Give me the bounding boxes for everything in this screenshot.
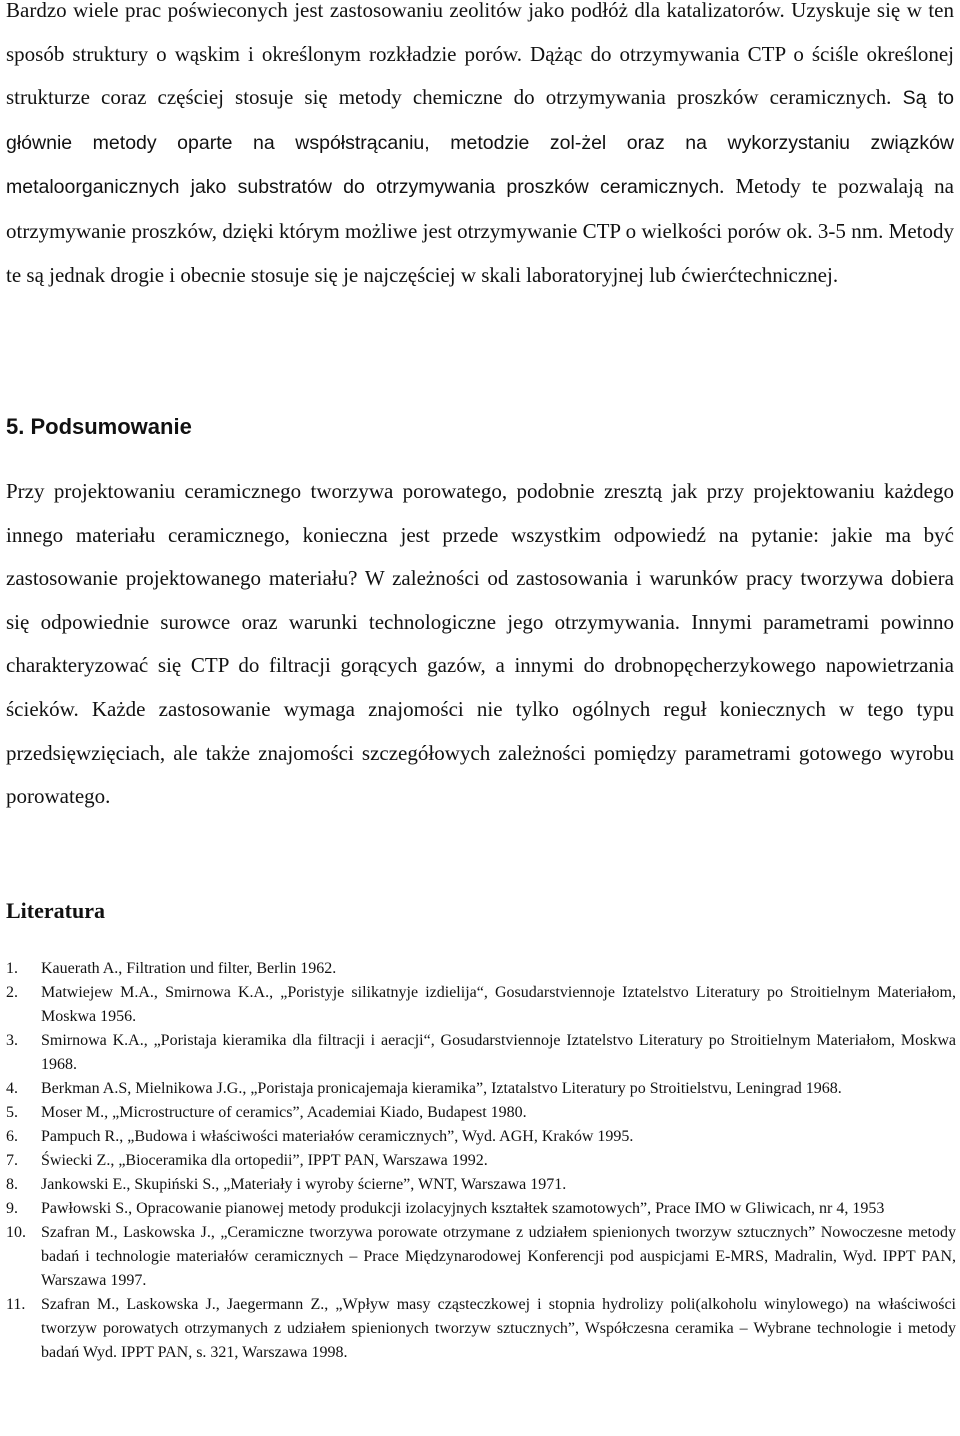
reference-number: 5. <box>6 1104 18 1121</box>
paragraph-text-sans: Są to głównie metody oparte na współstrącaniu, metodzie zol-żel oraz na wykorzystaniu związków metaloorganicznych jako substratów do otrzymywania proszków ceramicznych <box>6 87 954 199</box>
reference-item <box>6 1149 956 1173</box>
reference-text: Moser M., „Microstructure of ceramics”, Academiai Kiado, Budapest 1980. <box>41 1104 527 1121</box>
reference-text: Smirnowa K.A., „Poristaja kieramika dla filtracji i aeracji“, Gosudarstviennoje Iztatelstvo Literatury po Stroitielnym Materiałom, Moskwa 1968. <box>41 1032 956 1073</box>
reference-item <box>6 1125 956 1149</box>
reference-item <box>6 981 956 1029</box>
reference-number: 7. <box>6 1152 18 1169</box>
reference-item <box>6 1293 956 1365</box>
reference-text: Matwiejew M.A., Smirnowa K.A., „Poristyje silikatnyje izdielija“, Gosudarstviennoje Iztatelstvo Literatury po Stroitielnym Materiałom, Moskwa 1956. <box>41 984 956 1025</box>
reference-text: Szafran M., Laskowska J., „Ceramiczne tworzywa porowate otrzymane z udziałem spienionych tworzyw sztucznych” Nowoczesne metody badań i technologie materiałów ceramicznych – Prace Międzynarodowej Konferencji pod auspicjami E-MRS, Madralin, Wyd. IPPT PAN, Warszawa 1997. <box>41 1224 956 1289</box>
reference-item <box>6 1101 956 1125</box>
reference-text: Szafran M., Laskowska J., Jaegermann Z., „Wpływ masy cząsteczkowej i stopnia hydrolizy poli(alkoholu winylowego) na właściwości tworzyw porowatych otrzymanych z udziałem spienionych tworzyw sztucznych”, Współczesna ceramika – Wybrane technologie i metody badań Wyd. IPPT PAN, s. 321, Warszawa 1998. <box>41 1296 956 1361</box>
reference-number: 10. <box>6 1224 26 1241</box>
reference-text: Kauerath A., Filtration und filter, Berlin 1962. <box>41 960 337 977</box>
reference-number: 8. <box>6 1176 18 1193</box>
paragraph-text: Bardzo wiele prac poświeconych jest zastosowaniu zeolitów jako podłóż dla katalizatorów. Uzyskuje się w ten sposób struktury o wąskim i określonym rozkładzie porów. Dążąc do otrzymywania CTP o ściśle określonej strukturze coraz częściej stosuje się metody chemiczne do otrzymywania proszków ceramicznych. <box>6 0 954 110</box>
reference-number: 1. <box>6 960 18 977</box>
reference-number: 9. <box>6 1200 18 1217</box>
reference-number: 11. <box>6 1296 26 1313</box>
reference-number: 3. <box>6 1032 18 1049</box>
section-heading-podsumowanie: 5. Podsumowanie <box>6 414 192 439</box>
paragraph-podsumowanie: Przy projektowaniu ceramicznego tworzywa porowatego, podobnie zresztą jak przy projektowaniu każdego innego materiału ceramicznego, konieczna jest przede wszystkim odpowiedź na pytanie: jakie ma być zastosowanie projektowanego materiału? W zależności od zastosowania i warunków pracy tworzywa dobiera się odpowiednie surowce oraz warunki technologiczne jego otrzymywania. Innymi parametrami powinno charakteryzować się CTP do filtracji gorących gazów, a innymi do drobnopęcherzykowego napowietrzania ścieków. Każde zastosowanie wymaga znajomości nie tylko ogólnych reguł koniecznych w tego typu przedsięwzięciach, ale także znajomości szczegółowych zależności pomiędzy parametrami gotowego wyrobu porowatego. <box>6 479 954 809</box>
reference-item <box>6 1197 956 1221</box>
reference-item <box>6 1029 956 1077</box>
reference-number: 4. <box>6 1080 18 1097</box>
reference-text: Jankowski E., Skupiński S., „Materiały i wyroby ścierne”, WNT, Warszawa 1971. <box>41 1176 567 1193</box>
reference-number: 6. <box>6 1128 18 1145</box>
paragraph-zeolity <box>6 0 954 297</box>
reference-text: Berkman A.S, Mielnikowa J.G., „Poristaja pronicajemaja kieramika”, Iztatalstvo Literatury po Stroitielstvu, Leningrad 1968. <box>41 1080 842 1097</box>
reference-item <box>6 1077 956 1101</box>
reference-item <box>6 1173 956 1197</box>
reference-item <box>6 1221 956 1293</box>
reference-list <box>6 957 956 1365</box>
reference-item <box>6 957 956 981</box>
reference-number: 2. <box>6 984 18 1001</box>
reference-text: Pawłowski S., Opracowanie pianowej metody produkcji izolacyjnych kształtek szamotowych”, Prace IMO w Gliwicach, nr 4, 1953 <box>41 1200 885 1217</box>
section-heading-literatura: Literatura <box>6 898 105 923</box>
reference-text: Świecki Z., „Bioceramika dla ortopedii”, IPPT PAN, Warszawa 1992. <box>41 1152 488 1169</box>
reference-text: Pampuch R., „Budowa i właściwości materiałów ceramicznych”, Wyd. AGH, Kraków 1995. <box>41 1128 634 1145</box>
paragraph-text: . Metody te pozwalają na otrzymywanie proszków, dzięki którym możliwe jest otrzymywanie CTP o wielkości porów ok. 3-5 nm. Metody te są jednak drogie i obecnie stosuje się je najczęściej w skali laboratoryjnej lub ćwierćtechnicznej. <box>6 174 954 287</box>
